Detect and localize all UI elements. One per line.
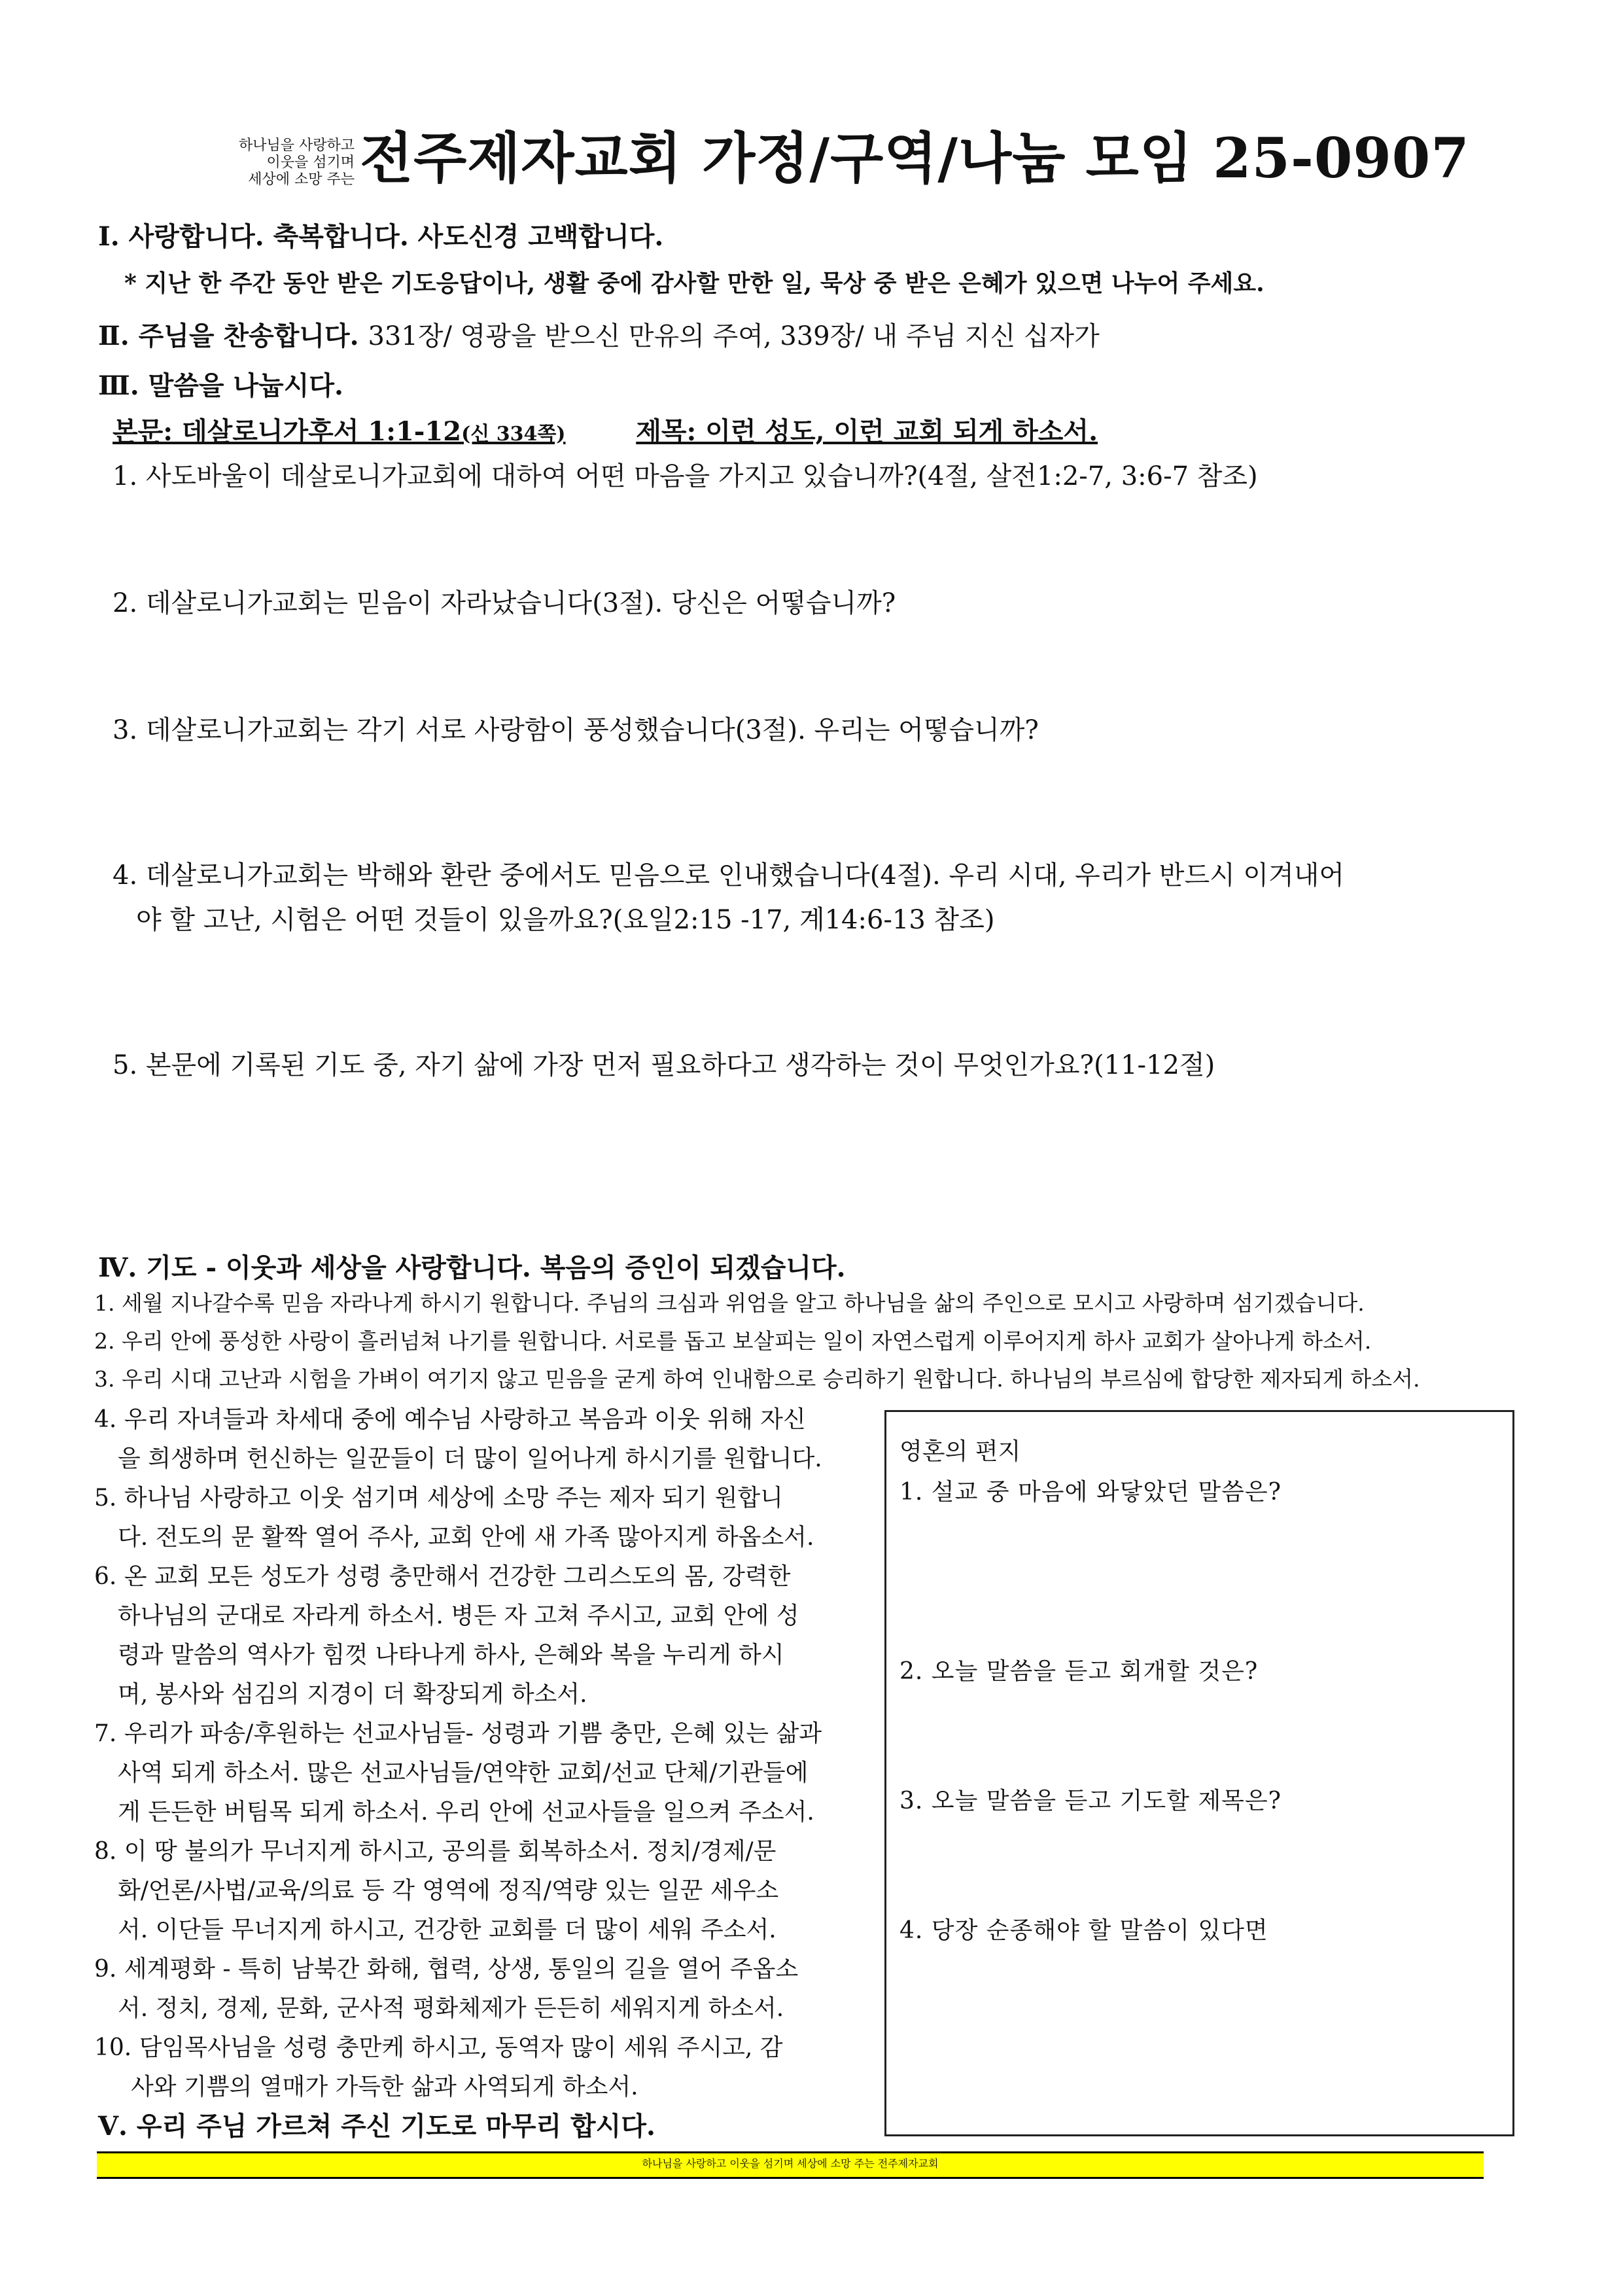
prayer-line: 5. 하나님 사랑하고 이웃 섬기며 세상에 소망 주는 제자 되기 원합니 <box>94 1485 783 1511</box>
section-5-heading: Ⅴ. 우리 주님 가르쳐 주신 기도로 마무리 합시다. <box>98 2111 655 2142</box>
prayer-item <box>94 1714 822 1832</box>
passage-page: (신 334쪽) <box>461 423 566 446</box>
prayer-item <box>94 1400 822 1479</box>
prayer-item <box>94 1557 799 1714</box>
tagline-line: 하나님을 사랑하고 <box>238 137 355 154</box>
prayer-line: 며, 봉사와 섬김의 지경이 더 확장되게 하소서. <box>118 1681 587 1708</box>
prayer-item: 2. 우리 안에 풍성한 사랑이 흘러넘쳐 나기를 원합니다. 서로를 돕고 보살피는 일이 자연스럽게 이루어지게 하사 교회가 살아나게 하소서. <box>94 1328 1372 1354</box>
soul-letter-question: 1. 설교 중 마음에 와닿았던 말씀은? <box>899 1479 1282 1506</box>
page-title: 전주제자교회 가정/구역/나눔 모임 25-0907 <box>360 126 1470 190</box>
prayer-line: 8. 이 땅 불의가 무너지게 하시고, 공의를 회복하소서. 정치/경제/문 <box>94 1838 777 1865</box>
question-item <box>113 454 1258 499</box>
prayer-line: 7. 우리가 파송/후원하는 선교사님들- 성령과 기쁨 충만, 은혜 있는 삶과 <box>94 1720 822 1747</box>
prayer-line: 다. 전도의 문 활짝 열어 주사, 교회 안에 새 가족 많아지게 하옵소서. <box>118 1524 814 1551</box>
prayer-line: 4. 우리 자녀들과 차세대 중에 예수님 사랑하고 복음과 이웃 위해 자신 <box>94 1406 806 1433</box>
passage-line <box>113 411 1098 448</box>
soul-letter-title: 영혼의 편지 <box>899 1438 1021 1465</box>
prayer-line: 10. 담임목사님을 성령 충만케 하시고, 동역자 많이 세워 주시고, 감 <box>94 2034 783 2061</box>
question-item <box>113 708 1039 752</box>
prayer-line: 6. 온 교회 모든 성도가 성령 충만해서 건강한 그리스도의 몸, 강력한 <box>94 1563 791 1590</box>
prayer-line: 사와 기쁨의 열매가 가득한 삶과 사역되게 하소서. <box>131 2074 638 2100</box>
sermon-topic: 제목: 이런 성도, 이런 교회 되게 하소서. <box>636 416 1098 447</box>
section-3-heading: Ⅲ. 말씀을 나눕시다. <box>98 370 343 401</box>
section-2-heading <box>98 315 1100 353</box>
section-4-heading: Ⅳ. 기도 - 이웃과 세상을 사랑합니다. 복음의 증인이 되겠습니다. <box>98 1252 846 1283</box>
soul-letter-question: 4. 당장 순종해야 할 말씀이 있다면 <box>899 1917 1268 1944</box>
section-1-note: * 지난 한 주간 동안 받은 기도응답이나, 생활 중에 감사할 만한 일, 묵상 중 받은 은혜가 있으면 나누어 주세요. <box>124 270 1265 297</box>
prayer-item: 3. 우리 시대 고난과 시험을 가벼이 여기지 않고 믿음을 굳게 하여 인내함으로 승리하기 원합니다. 하나님의 부르심에 합당한 제자되게 하소서. <box>94 1366 1420 1392</box>
question-text-cont: 야 할 고난, 시험은 어떤 것들이 있을까요?(요일2:15 -17, 계14:6-13 참조) <box>136 905 995 935</box>
question-text: 5. 본문에 기록된 기도 중, 자기 삶에 가장 먼저 필요하다고 생각하는 것이 무엇인가요?(11-12절) <box>113 1050 1215 1080</box>
prayer-item <box>94 1832 778 1950</box>
hymn-numbers: 331장/ 영광을 받으신 만유의 주여, 339장/ 내 주님 지신 십자가 <box>368 321 1100 351</box>
question-text: 3. 데살로니가교회는 각기 서로 사랑함이 풍성했습니다(3절). 우리는 어떻습니까? <box>113 715 1039 745</box>
question-item <box>113 1043 1215 1087</box>
prayer-item <box>94 2028 783 2107</box>
footer-text: 하나님을 사랑하고 이웃을 섬기며 세상에 소망 주는 전주제자교회 <box>642 2157 939 2170</box>
question-text: 2. 데살로니가교회는 믿음이 자라났습니다(3절). 당신은 어떻습니까? <box>113 588 896 618</box>
church-tagline <box>171 137 355 188</box>
prayer-line: 서. 정치, 경제, 문화, 군사적 평화체제가 든든히 세워지게 하소서. <box>118 1995 784 2022</box>
question-text: 1. 사도바울이 데살로니가교회에 대하여 어떤 마음을 가지고 있습니까?(4절, 살전1:2-7, 3:6-7 참조) <box>113 461 1258 491</box>
passage-ref-text: 본문: 데살로니가후서 1:1-12 <box>113 416 462 447</box>
section-2-title: Ⅱ. 주님을 찬송합니다. <box>98 321 359 351</box>
prayer-line: 서. 이단들 무너지게 하시고, 건강한 교회를 더 많이 세워 주소서. <box>118 1916 777 1943</box>
soul-letter-question: 2. 오늘 말씀을 듣고 회개할 것은? <box>899 1658 1259 1685</box>
soul-letter-box <box>884 1410 1514 2136</box>
question-text: 4. 데살로니가교회는 박해와 환란 중에서도 믿음으로 인내했습니다(4절). 우리 시대, 우리가 반드시 이겨내어 <box>113 860 1344 891</box>
prayer-line: 게 든든한 버팀목 되게 하소서. 우리 안에 선교사들을 일으켜 주소서. <box>118 1799 814 1826</box>
prayer-item <box>94 1950 798 2028</box>
prayer-item <box>94 1479 814 1557</box>
prayer-line: 사역 되게 하소서. 많은 선교사님들/연약한 교회/선교 단체/기관들에 <box>118 1759 809 1786</box>
soul-letter-question: 3. 오늘 말씀을 듣고 기도할 제목은? <box>899 1788 1282 1814</box>
passage-reference <box>113 416 566 447</box>
prayer-line: 9. 세계평화 - 특히 남북간 화해, 협력, 상생, 통일의 길을 열어 주옵소 <box>94 1956 799 1983</box>
prayer-line: 을 희생하며 헌신하는 일꾼들이 더 많이 일어나게 하시기를 원합니다. <box>118 1445 822 1472</box>
question-item <box>113 581 896 626</box>
prayer-line: 령과 말씀의 역사가 힘껏 나타나게 하사, 은혜와 복을 누리게 하시 <box>118 1642 784 1669</box>
prayer-line: 하나님의 군대로 자라게 하소서. 병든 자 고쳐 주시고, 교회 안에 성 <box>118 1602 799 1629</box>
section-1-heading: Ⅰ. 사랑합니다. 축복합니다. 사도신경 고백합니다. <box>98 221 664 252</box>
prayer-line: 화/언론/사법/교육/의료 등 각 영역에 정직/역량 있는 일꾼 세우소 <box>118 1877 779 1904</box>
question-item <box>113 853 1344 942</box>
tagline-line: 세상에 소망 주는 <box>248 171 355 188</box>
tagline-line: 이웃을 섬기며 <box>266 154 355 171</box>
prayer-item: 1. 세월 지나갈수록 믿음 자라나게 하시기 원합니다. 주님의 크심과 위엄을 알고 하나님을 삶의 주인으로 모시고 사랑하며 섬기겠습니다. <box>94 1290 1365 1316</box>
